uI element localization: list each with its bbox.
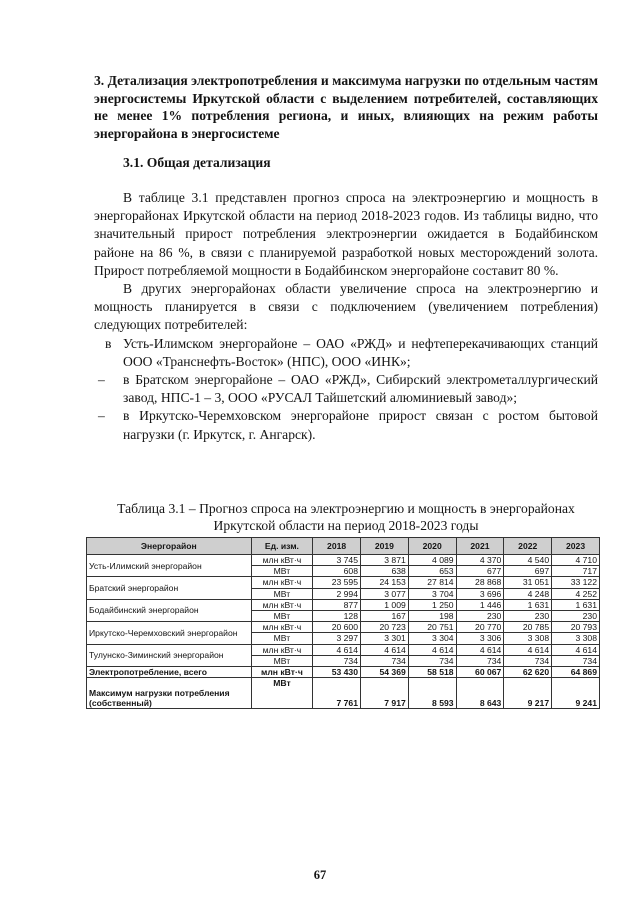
unit-cell: МВт [251,655,313,666]
value-cell: 31 051 [504,577,552,588]
value-cell: 4 248 [504,588,552,599]
table-row [87,599,600,610]
row-label-cell: Максимум нагрузки потребления (собственный) [87,678,252,709]
value-cell: 4 614 [408,644,456,655]
table-caption: Таблица 3.1 – Прогноз спроса на электроэнергию и мощность в энергорайонах Иркутской области на период 2018-2023 годы [117,501,575,533]
value-cell: 4 370 [456,555,504,566]
value-cell: 608 [313,566,361,577]
value-cell: 3 871 [361,555,409,566]
value-cell: 734 [504,655,552,666]
value-cell: 20 793 [552,622,600,633]
unit-cell: млн кВт·ч [251,599,313,610]
column-header: Ед. изм. [251,538,313,555]
list-item [94,335,598,371]
value-cell: 3 297 [313,633,361,644]
value-cell: 3 745 [313,555,361,566]
value-cell: 4 614 [313,644,361,655]
column-header: Энергорайон [87,538,252,555]
value-cell: 128 [313,611,361,622]
value-cell: 3 304 [408,633,456,644]
unit-cell: МВт [251,566,313,577]
value-cell: 638 [361,566,409,577]
value-cell: 8 593 [408,678,456,709]
value-cell: 23 595 [313,577,361,588]
table-row-maximum [87,678,600,709]
value-cell: 3 301 [361,633,409,644]
value-cell: 60 067 [456,667,504,678]
value-cell: 2 994 [313,588,361,599]
column-header: 2019 [361,538,409,555]
value-cell: 9 241 [552,678,600,709]
value-cell: 8 643 [456,678,504,709]
consumer-list [94,335,598,444]
value-cell: 877 [313,599,361,610]
unit-cell: млн кВт·ч [251,555,313,566]
value-cell: 230 [504,611,552,622]
value-cell: 20 723 [361,622,409,633]
list-item [94,407,598,443]
value-cell: 677 [456,566,504,577]
column-header: 2021 [456,538,504,555]
value-cell: 3 077 [361,588,409,599]
value-cell: 734 [361,655,409,666]
value-cell: 734 [456,655,504,666]
page-number: 67 [313,868,327,882]
table-row [87,555,600,566]
value-cell: 230 [552,611,600,622]
value-cell: 24 153 [361,577,409,588]
section-heading: 3. Детализация электропотребления и максимума нагрузки по отдельным частям энергосистемы Иркутской области с выделением потребителей, составляющих не менее 1% потребления региона, и иных, влияющих на режим работы энергорайона в энергосистеме [94,73,598,141]
value-cell: 7 917 [361,678,409,709]
value-cell: 198 [408,611,456,622]
list-item-text: в Иркутско-Черемховском энергорайоне прирост связан с ростом бытовой нагрузки (г. Иркутск, г. Ангарск). [123,408,598,442]
region-name-cell: Бодайбинский энергорайон [87,599,252,621]
unit-cell: млн кВт·ч [251,644,313,655]
paragraph: В других энергорайонах области увеличение спроса на электроэнергию и мощность планируется в связи с подключением (увеличением потребления) следующих потребителей: [94,281,598,333]
value-cell: 4 710 [552,555,600,566]
value-cell: 734 [552,655,600,666]
value-cell: 3 308 [552,633,600,644]
value-cell: 54 369 [361,667,409,678]
unit-cell: МВт [251,678,313,709]
value-cell: 33 122 [552,577,600,588]
value-cell: 1 631 [504,599,552,610]
region-name-cell: Тулунско-Зиминский энергорайон [87,644,252,666]
value-cell: 27 814 [408,577,456,588]
unit-cell: МВт [251,588,313,599]
value-cell: 4 614 [456,644,504,655]
list-marker: в [105,335,112,351]
table-header-row [87,538,600,555]
value-cell: 3 696 [456,588,504,599]
unit-cell: млн кВт·ч [251,667,313,678]
value-cell: 653 [408,566,456,577]
value-cell: 4 614 [361,644,409,655]
unit-cell: млн кВт·ч [251,622,313,633]
list-item [94,371,598,407]
value-cell: 1 250 [408,599,456,610]
value-cell: 1 446 [456,599,504,610]
table-body [87,555,600,709]
paragraph: В таблице 3.1 представлен прогноз спроса на электроэнергию и мощность в энергорайонах Иркутской области на период 2018-2023 годов. Из таблицы видно, что значительный прирост потребления электроэнергии ожидается в Бодайбинском районе на 86 %, в связи с планируемой разработкой новых месторождений золота. Прирост потребляемой мощности в Бодайбинском энергорайоне составит 80 %. [94,190,598,278]
value-cell: 4 089 [408,555,456,566]
value-cell: 53 430 [313,667,361,678]
value-cell: 62 620 [504,667,552,678]
table-row [87,577,600,588]
value-cell: 734 [408,655,456,666]
column-header: 2018 [313,538,361,555]
value-cell: 734 [313,655,361,666]
value-cell: 3 306 [456,633,504,644]
value-cell: 58 518 [408,667,456,678]
row-label-cell: Электропотребление, всего [87,667,252,678]
list-marker: – [98,408,105,424]
unit-cell: МВт [251,633,313,644]
region-name-cell: Братский энергорайон [87,577,252,599]
value-cell: 7 761 [313,678,361,709]
column-header: 2023 [552,538,600,555]
value-cell: 20 600 [313,622,361,633]
body-text [94,189,598,444]
unit-cell: млн кВт·ч [251,577,313,588]
value-cell: 28 868 [456,577,504,588]
value-cell: 3 704 [408,588,456,599]
table-row [87,644,600,655]
subsection-heading: 3.1. Общая детализация [123,155,271,170]
value-cell: 1 631 [552,599,600,610]
column-header: 2022 [504,538,552,555]
value-cell: 4 540 [504,555,552,566]
list-marker: – [98,372,105,388]
value-cell: 717 [552,566,600,577]
value-cell: 4 252 [552,588,600,599]
value-cell: 9 217 [504,678,552,709]
value-cell: 230 [456,611,504,622]
list-item-text: в Братском энергорайоне – ОАО «РЖД», Сибирский электрометаллургический завод, НПС-1 – 3, ООО «РУСАЛ Тайшетский алюминиевый завод»; [123,372,598,406]
table-row-total [87,667,600,678]
region-name-cell: Иркутско-Черемховский энергорайон [87,622,252,644]
value-cell: 20 751 [408,622,456,633]
value-cell: 4 614 [504,644,552,655]
column-header: 2020 [408,538,456,555]
list-item-text: Усть-Илимском энергорайоне – ОАО «РЖД» и нефтеперекачивающих станций ООО «Транснефть-Восток» (НПС), ООО «ИНК»; [123,335,598,369]
value-cell: 20 785 [504,622,552,633]
unit-cell: МВт [251,611,313,622]
table-row [87,622,600,633]
value-cell: 64 869 [552,667,600,678]
value-cell: 20 770 [456,622,504,633]
value-cell: 697 [504,566,552,577]
value-cell: 167 [361,611,409,622]
value-cell: 1 009 [361,599,409,610]
value-cell: 3 308 [504,633,552,644]
value-cell: 4 614 [552,644,600,655]
forecast-table [86,537,600,709]
region-name-cell: Усть-Илимский энергорайон [87,555,252,577]
